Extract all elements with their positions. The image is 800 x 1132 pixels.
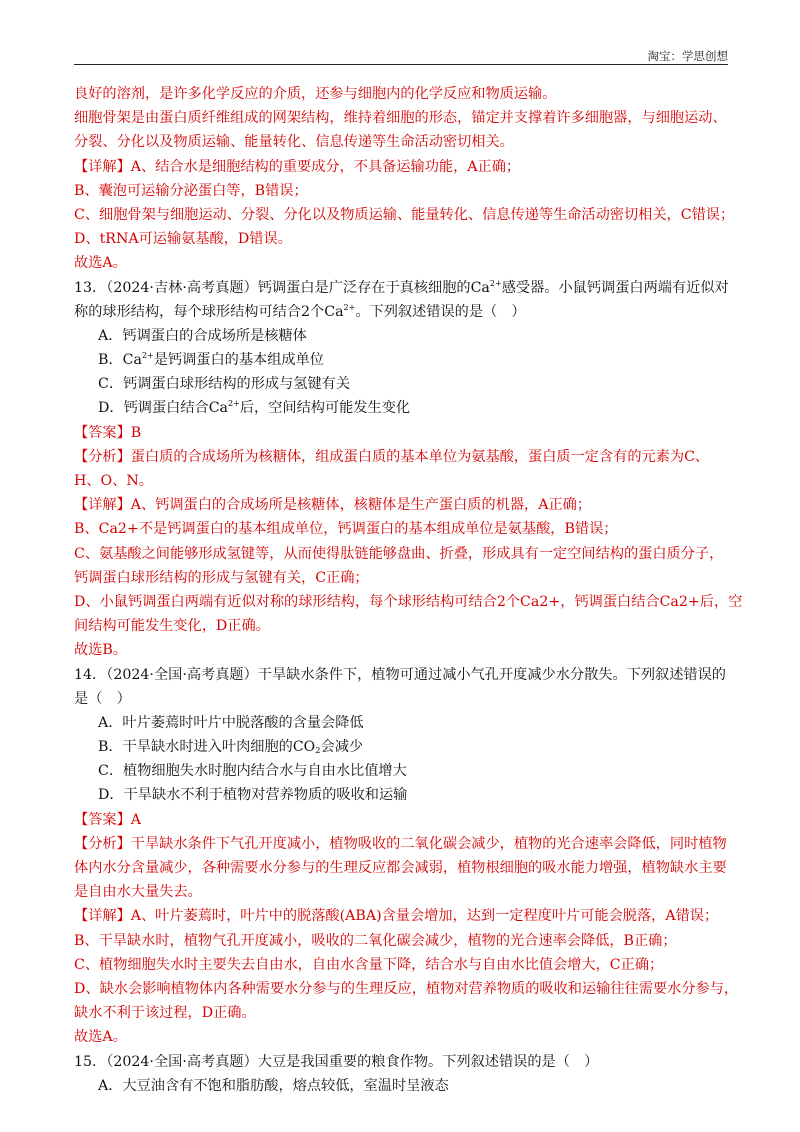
q12-detail-line-2: B、囊泡可运输分泌蛋白等，B错误； <box>74 182 308 199</box>
q13-detail-line-6: 间结构可能发生变化，D正确。 <box>74 618 270 635</box>
q14-final-choice: 故选A。 <box>74 1029 127 1046</box>
q13-option-b-superscript: 2+ <box>141 351 154 361</box>
q15-stem: 15．（2024·全国·高考真题）大豆是我国重要的粮食作物。下列叙述错误的是（ ） <box>74 1053 599 1070</box>
q14-stem-line-1: 14．（2024·全国·高考真题）干旱缺水条件下，植物可通过减小气孔开度减少水分散失。下列叙述错误的 <box>74 666 726 683</box>
q14-analysis-line-1: 【分析】干旱缺水条件下气孔开度减小，植物吸收的二氧化碳会减少，植物的光合速率会降低，同时植物 <box>74 835 727 852</box>
q13-stem-2-superscript: 2+ <box>343 302 356 312</box>
q14-option-a: A．叶片萎蔫时叶片中脱落酸的含量会降低 <box>98 714 364 731</box>
q14-option-c: C．植物细胞失水时胞内结合水与自由水比值增大 <box>98 763 407 780</box>
q13-option-b-a: B．Ca <box>98 352 142 369</box>
q14-option-b-subscript: 2 <box>315 746 321 757</box>
q12-detail-line-4: D、tRNA可运输氨基酸，D错误。 <box>74 231 292 248</box>
q12-analysis-line-2: 细胞骨架是由蛋白质纤维组成的网架结构，维持着细胞的形态，锚定并支撑着许多细胞器，与细胞运动、 <box>74 110 727 127</box>
q14-option-b-b: 会减少 <box>320 739 364 756</box>
q13-answer: 【答案】B <box>74 424 142 441</box>
q14-option-d: D．干旱缺水不利于植物对营养物质的吸收和运输 <box>98 787 408 804</box>
q14-detail-line-4: D、缺水会影响植物体内各种需要水分参与的生理反应，植物对营养物质的吸收和运输往往需要水分参与， <box>74 980 739 997</box>
q13-stem-2a: 称的球形结构，每个球形结构可结合2个Ca <box>74 303 344 320</box>
q13-detail-line-2: B、Ca2+不是钙调蛋白的基本组成单位，钙调蛋白的基本组成单位是氨基酸，B错误； <box>74 521 618 538</box>
q13-option-b-b: 是钙调蛋白的基本组成单位 <box>153 352 324 369</box>
q13-option-c: C．钙调蛋白球形结构的形成与氢键有关 <box>98 376 351 393</box>
q12-detail-line-3: C、细胞骨架与细胞运动、分裂、分化以及物质运输、能量转化、信息传递等生命活动密切相关，C错误； <box>74 206 735 223</box>
q13-analysis-line-2: H、O、N。 <box>74 473 153 489</box>
q14-option-b-a: B．干旱缺水时进入叶肉细胞的 <box>98 739 293 756</box>
q13-detail-line-3: C、氨基酸之间能够形成氢键等，从而使得肽链能够盘曲、折叠，形成具有一定空间结构的蛋白质分子， <box>74 545 724 562</box>
q13-detail-line-4: 钙调蛋白球形结构的形成与氢键有关，C正确； <box>74 569 369 586</box>
q13-detail-line-1: 【详解】A、钙调蛋白的合成场所是核糖体，核糖体是生产蛋白质的机器，A正确； <box>74 497 592 514</box>
q13-final-choice: 故选B。 <box>74 642 127 659</box>
q15-option-a: A．大豆油含有不饱和脂肪酸，熔点较低，室温时呈液态 <box>98 1077 449 1094</box>
page-content <box>74 82 743 1098</box>
q14-option-b-formula: CO <box>292 739 316 756</box>
q12-final-choice: 故选A。 <box>74 255 127 272</box>
q13-option-d-a: D．钙调蛋白结合Ca <box>98 400 229 417</box>
q14-detail-line-5: 缺水不利于该过程，D正确。 <box>74 1005 256 1022</box>
q13-stem-2b: 。下列叙述错误的是（ ） <box>355 303 526 320</box>
q12-analysis-line-1: 良好的溶剂，是许多化学反应的介质，还参与细胞内的化学反应和物质运输。 <box>74 86 557 102</box>
q12-detail-line-1: 【详解】A、结合水是细胞结构的重要成分，不具备运输功能，A正确； <box>74 158 521 175</box>
q13-stem-1-superscript: 2+ <box>489 278 502 288</box>
q13-option-b <box>74 348 734 372</box>
q13-detail-line-5: D、小鼠钙调蛋白两端有近似对称的球形结构，每个球形结构可结合2个Ca2+，钙调蛋白结合Ca2+后，空 <box>74 593 743 610</box>
q13-stem-1a: 13．（2024·吉林·高考真题）钙调蛋白是广泛存在于真核细胞的Ca <box>74 279 490 296</box>
q14-analysis-line-3: 是自由水大量失去。 <box>74 884 202 901</box>
q13-stem-line-2 <box>74 300 734 324</box>
q13-option-d-b: 后，空间结构可能发生变化 <box>239 400 411 417</box>
q14-option-b <box>74 735 734 759</box>
q14-stem-line-2: 是（ ） <box>74 690 131 707</box>
q13-option-d-superscript: 2+ <box>228 399 240 409</box>
q14-detail-line-2: B、干旱缺水时，植物气孔开度减小，吸收的二氧化碳会减少，植物的光合速率会降低，B正确； <box>74 932 677 949</box>
q12-analysis-line-3: 分裂、分化以及物质运输、能量转化、信息传递等生命活动密切相关。 <box>74 134 514 151</box>
q13-analysis-line-1: 【分析】蛋白质的合成场所为核糖体，组成蛋白质的基本单位为氨基酸，蛋白质一定含有的元素为C、 <box>74 448 710 465</box>
q14-analysis-line-2: 体内水分含量减少，各种需要水分参与的生理反应都会减弱，植物根细胞的吸水能力增强，植物缺水主要 <box>74 860 727 876</box>
q13-stem-line-1 <box>74 276 734 300</box>
q13-option-a: A．钙调蛋白的合成场所是核糖体 <box>98 327 307 344</box>
q14-detail-line-1: 【详解】A、叶片萎蔫时，叶片中的脱落酸(ABA)含量会增加，达到一定程度叶片可能会脱落，A错误； <box>74 908 719 925</box>
q13-option-d <box>74 396 734 420</box>
q14-detail-line-3: C、植物细胞失水时主要失去自由水，自由水含量下降，结合水与自由水比值会增大，C正确； <box>74 956 664 973</box>
q13-stem-1b: 感受器。小鼠钙调蛋白两端有近似对 <box>501 279 729 296</box>
header-brand: 淘宝：学思创想 <box>647 49 728 63</box>
page-header <box>74 40 728 65</box>
q14-answer: 【答案】A <box>74 811 141 828</box>
